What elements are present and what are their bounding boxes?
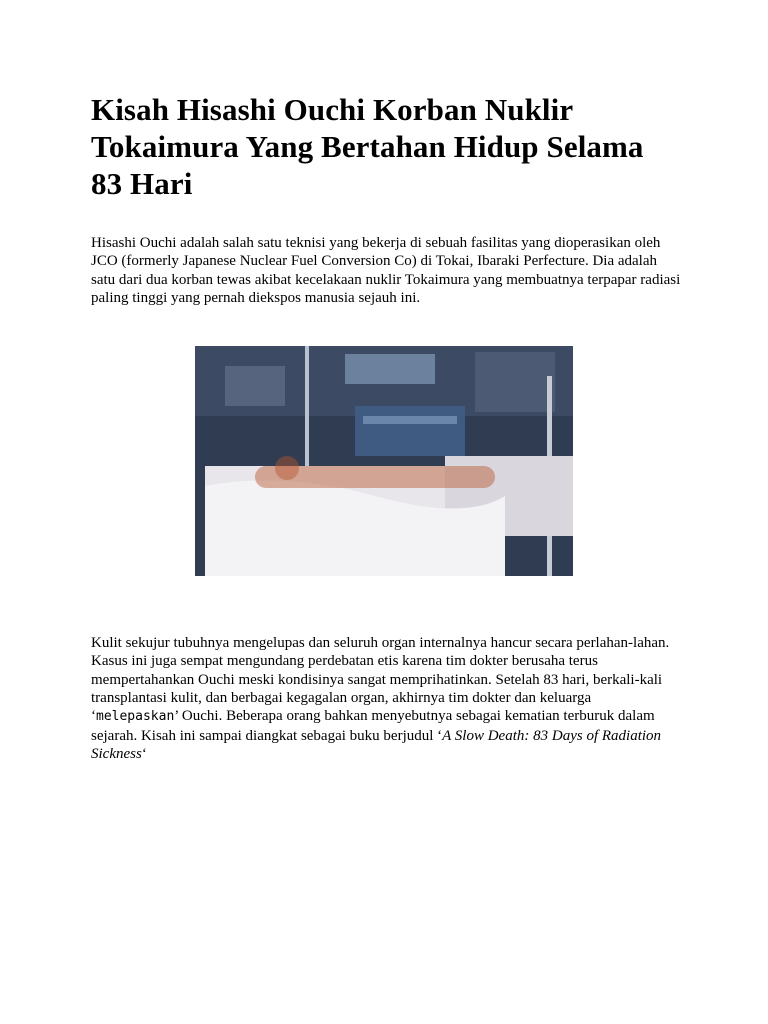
body-text-part3: ‘: [141, 745, 147, 762]
book-title: A Slow Death: 83 Days of Radiation Sickness: [91, 727, 662, 762]
body-text-part2: ’ Ouchi. Beberapa orang bahkan menyebutnya sebagai kematian terburuk dalam sejarah. Kisah ini sampai diangkat sebagai buku berjudul ‘: [91, 708, 655, 744]
body-text-quoted-word: melepaskan: [96, 709, 175, 725]
body-text-part1: Kulit sekujur tubuhnya mengelupas dan seluruh organ internalnya hancur secara perlahan-lahan. Kasus ini juga sempat mengundang perdebatan etis karena tim dokter berusaha terus mempertahankan Ouchi meski kondisinya sangat memprihatinkan. Setelah 83 hari, berkali-kali transplantasi kulit, dan berbagai kegagalan organ, akhirnya tim dokter dan keluarga ‘: [91, 635, 670, 725]
intro-paragraph: Hisashi Ouchi adalah salah satu teknisi yang bekerja di sebuah fasilitas yang dioperasikan oleh JCO (formerly Japanese Nuclear Fuel Conversion Co) di Tokai, Ibaraki Perfecture. Dia adalah satu dari dua korban tewas akibat kecelakaan nuklir Tokaimura yang membuatnya terpapar radiasi paling tinggi yang pernah diekspos manusia sejauh ini.: [91, 235, 681, 306]
body-paragraph: [91, 634, 681, 763]
article-title: Kisah Hisashi Ouchi Korban Nuklir Tokaimura Yang Bertahan Hidup Selama 83 Hari: [91, 92, 644, 201]
hospital-photo-illustration: [195, 346, 573, 576]
hospital-photo: [195, 346, 573, 576]
document-page: [91, 91, 681, 763]
